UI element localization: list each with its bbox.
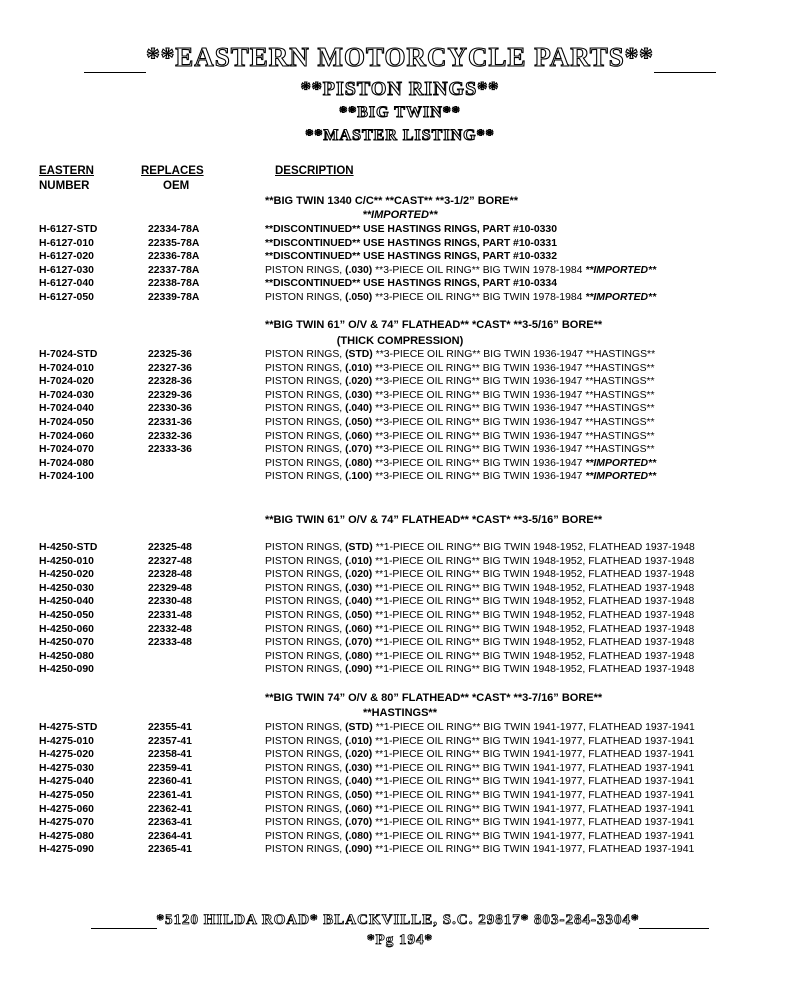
footer-address-line <box>0 912 800 929</box>
description-text: PISTON RINGS, <box>265 722 346 733</box>
column-header-oem: OEM <box>163 180 190 192</box>
column-header-replaces: REPLACES <box>141 165 204 177</box>
size-label: (STD) <box>345 349 373 360</box>
oem-number: 22330-36 <box>148 403 192 415</box>
part-number: H-6127-020 <box>39 251 94 263</box>
description-text: PISTON RINGS, <box>265 762 346 774</box>
description <box>265 291 656 305</box>
oem-number: 22332-36 <box>148 430 192 442</box>
part-number: H-4275-040 <box>39 776 94 788</box>
table-row <box>0 748 800 762</box>
description-text: PISTON RINGS, <box>265 430 346 442</box>
description-detail: **1-PIECE OIL RING** BIG TWIN 1941-1977, FLATHEAD 1937-1941 <box>372 749 695 761</box>
description-text: PISTON RINGS, <box>265 555 346 567</box>
part-number: H-4250-060 <box>39 623 94 635</box>
title-rule-right <box>654 72 716 73</box>
oem-number: 22329-36 <box>148 389 192 401</box>
part-number: H-6127-040 <box>39 278 94 290</box>
part-number: H-4250-040 <box>39 596 94 608</box>
size-label: (.090) <box>345 844 373 856</box>
part-number: H-4275-010 <box>39 735 94 747</box>
table-row <box>0 650 800 664</box>
description <box>265 775 694 789</box>
table-row <box>0 430 800 444</box>
description-detail: **1-PIECE OIL RING** BIG TWIN 1941-1977, FLATHEAD 1937-1941 <box>372 790 695 801</box>
size-label: (.040) <box>345 403 373 415</box>
description-detail: **1-PIECE OIL RING** BIG TWIN 1948-1952, FLATHEAD 1937-1948 <box>372 542 695 553</box>
part-number: H-4250-050 <box>39 610 94 621</box>
table-row <box>0 277 800 291</box>
oem-number: 22327-36 <box>148 362 192 374</box>
description-text: PISTON RINGS, <box>265 790 346 801</box>
size-label: (.040) <box>345 596 373 608</box>
size-label: (.100) <box>345 471 373 483</box>
description <box>265 416 655 430</box>
description <box>265 735 694 749</box>
oem-number: 22330-48 <box>148 596 192 608</box>
page-number: *Pg 194* <box>367 932 433 948</box>
size-label: (.050) <box>345 610 373 621</box>
description <box>265 264 656 278</box>
part-number: H-4275-030 <box>39 762 94 774</box>
size-label: (.030) <box>345 762 373 774</box>
table-row <box>0 470 800 484</box>
part-number: H-7024-020 <box>39 376 94 388</box>
size-label: (.060) <box>345 803 373 815</box>
description-detail: **3-PIECE OIL RING** BIG TWIN 1936-1947 **HASTINGS** <box>372 403 655 415</box>
description-text: **DISCONTINUED** USE HASTINGS RINGS, PART #10-0331 <box>265 237 557 249</box>
description-text: PISTON RINGS, <box>265 623 346 635</box>
footer-rule-right <box>639 928 709 929</box>
description-detail: **3-PIECE OIL RING** BIG TWIN 1936-1947 **HASTINGS** <box>372 376 655 388</box>
table-row <box>0 362 800 376</box>
size-label: (.010) <box>345 362 373 374</box>
table-row <box>0 636 800 650</box>
description <box>265 582 694 596</box>
description-text: PISTON RINGS, <box>265 569 346 581</box>
part-number: H-4250-STD <box>39 542 98 553</box>
part-number: H-4275-090 <box>39 844 94 856</box>
table-row <box>0 623 800 637</box>
table-row <box>0 443 800 457</box>
page-title: **EASTERN MOTORCYCLE PARTS** <box>146 42 654 72</box>
table-row <box>0 721 800 735</box>
part-number: H-4275-070 <box>39 817 94 829</box>
description-text: PISTON RINGS, <box>265 596 346 608</box>
table-row <box>0 250 800 264</box>
subtitle-piston-rings: **PISTON RINGS** <box>300 78 500 100</box>
description-text: **DISCONTINUED** USE HASTINGS RINGS, PART #10-0334 <box>265 278 557 290</box>
part-number: H-4250-030 <box>39 582 94 594</box>
description-detail: **1-PIECE OIL RING** BIG TWIN 1948-1952, FLATHEAD 1937-1948 <box>372 610 695 621</box>
part-number: H-4250-020 <box>39 569 94 581</box>
description-detail: **1-PIECE OIL RING** BIG TWIN 1941-1977, FLATHEAD 1937-1941 <box>372 722 695 733</box>
description <box>265 636 694 650</box>
part-number: H-7024-070 <box>39 444 94 456</box>
description <box>265 623 694 637</box>
oem-number: 22363-41 <box>148 817 192 829</box>
imported-label: **IMPORTED** <box>585 264 657 276</box>
description-detail: **1-PIECE OIL RING** BIG TWIN 1948-1952, FLATHEAD 1937-1948 <box>372 596 695 608</box>
part-number: H-7024-100 <box>39 471 94 483</box>
description <box>265 402 655 416</box>
page-title-banner <box>0 42 800 73</box>
description-text: PISTON RINGS, <box>265 389 346 401</box>
description-detail: **3-PIECE OIL RING** BIG TWIN 1936-1947 **HASTINGS** <box>372 417 655 428</box>
part-number: H-4250-010 <box>39 555 94 567</box>
table-row <box>0 843 800 857</box>
size-label: (.030) <box>345 264 373 276</box>
part-number: H-4275-060 <box>39 803 94 815</box>
table-row <box>0 237 800 251</box>
part-number: H-6127-STD <box>39 224 98 235</box>
table-row <box>0 595 800 609</box>
section-subtitle-text: **IMPORTED** <box>362 209 438 221</box>
table-row <box>0 582 800 596</box>
description <box>265 748 694 762</box>
part-number: H-7024-050 <box>39 417 94 428</box>
description-detail: **3-PIECE OIL RING** BIG TWIN 1936-1947 **HASTINGS** <box>372 430 655 442</box>
description <box>265 541 695 555</box>
table-row <box>0 555 800 569</box>
description-text: PISTON RINGS, <box>265 582 346 594</box>
description-text: PISTON RINGS, <box>265 749 346 761</box>
oem-number: 22357-41 <box>148 735 192 747</box>
description-text: PISTON RINGS, <box>265 457 346 469</box>
oem-number: 22364-41 <box>148 830 192 842</box>
imported-label: **IMPORTED** <box>585 292 657 303</box>
description-text: PISTON RINGS, <box>265 844 346 856</box>
description-detail: **1-PIECE OIL RING** BIG TWIN 1941-1977, FLATHEAD 1937-1941 <box>372 776 695 788</box>
description <box>265 595 694 609</box>
description <box>265 762 694 776</box>
part-number: H-7024-060 <box>39 430 94 442</box>
subtitle-big-twin: **BIG TWIN** <box>339 104 461 121</box>
description-text: PISTON RINGS, <box>265 264 346 276</box>
oem-number: 22360-41 <box>148 776 192 788</box>
description <box>265 375 655 389</box>
size-label: (.020) <box>345 749 373 761</box>
imported-label: **IMPORTED** <box>585 471 657 483</box>
imported-label: **IMPORTED** <box>585 457 657 469</box>
description-detail: **1-PIECE OIL RING** BIG TWIN 1948-1952, FLATHEAD 1937-1948 <box>372 623 695 635</box>
description-text: **DISCONTINUED** USE HASTINGS RINGS, PART #10-0330 <box>265 224 557 235</box>
description-detail: **3-PIECE OIL RING** BIG TWIN 1936-1947 **HASTINGS** <box>372 389 655 401</box>
description-text: **DISCONTINUED** USE HASTINGS RINGS, PART #10-0332 <box>265 251 557 263</box>
table-row <box>0 803 800 817</box>
description-text: PISTON RINGS, <box>265 637 346 649</box>
description-text: PISTON RINGS, <box>265 664 346 676</box>
footer-rule-left <box>91 928 157 929</box>
part-number: H-4250-080 <box>39 650 94 662</box>
table-row <box>0 568 800 582</box>
description-text: PISTON RINGS, <box>265 542 346 553</box>
description <box>265 816 694 830</box>
table-row <box>0 375 800 389</box>
oem-number: 22362-41 <box>148 803 192 815</box>
size-label: (.070) <box>345 637 373 649</box>
size-label: (.070) <box>345 817 373 829</box>
description-text: PISTON RINGS, <box>265 376 346 388</box>
size-label: (.020) <box>345 569 373 581</box>
oem-number: 22358-41 <box>148 749 192 761</box>
description <box>265 389 655 403</box>
description-text: PISTON RINGS, <box>265 444 346 456</box>
description-text: PISTON RINGS, <box>265 362 346 374</box>
part-number: H-6127-010 <box>39 237 94 249</box>
oem-number: 22327-48 <box>148 555 192 567</box>
part-number: H-7024-080 <box>39 457 94 469</box>
description-detail: **1-PIECE OIL RING** BIG TWIN 1941-1977, FLATHEAD 1937-1941 <box>372 803 695 815</box>
description <box>265 277 557 291</box>
description-text: PISTON RINGS, <box>265 349 346 360</box>
oem-number: 22361-41 <box>148 790 192 801</box>
oem-number: 22334-78A <box>148 224 200 235</box>
part-number: H-7024-040 <box>39 403 94 415</box>
oem-number: 22359-41 <box>148 762 192 774</box>
description <box>265 470 656 484</box>
part-number: H-4250-090 <box>39 664 94 676</box>
description-detail: **3-PIECE OIL RING** BIG TWIN 1936-1947 **HASTINGS** <box>372 362 655 374</box>
column-header-number: NUMBER <box>39 180 90 192</box>
oem-number: 22325-48 <box>148 542 192 553</box>
description-detail: **1-PIECE OIL RING** BIG TWIN 1941-1977, FLATHEAD 1937-1941 <box>372 735 695 747</box>
table-row <box>0 457 800 471</box>
size-label: (.060) <box>345 430 373 442</box>
description-detail: **1-PIECE OIL RING** BIG TWIN 1948-1952, FLATHEAD 1937-1948 <box>372 637 695 649</box>
table-row <box>0 663 800 677</box>
description-detail: **1-PIECE OIL RING** BIG TWIN 1948-1952, FLATHEAD 1937-1948 <box>372 664 695 676</box>
part-number: H-4275-STD <box>39 722 98 733</box>
table-row <box>0 762 800 776</box>
oem-number: 22338-78A <box>148 278 200 290</box>
description-detail: **3-PIECE OIL RING** BIG TWIN 1936-1947 <box>372 471 586 483</box>
description <box>265 457 656 471</box>
description <box>265 609 694 623</box>
description-detail: **1-PIECE OIL RING** BIG TWIN 1941-1977, FLATHEAD 1937-1941 <box>372 830 695 842</box>
part-number: H-4275-050 <box>39 790 94 801</box>
description-detail: **3-PIECE OIL RING** BIG TWIN 1936-1947 **HASTINGS** <box>372 444 655 456</box>
size-label: (.050) <box>345 790 373 801</box>
description <box>265 721 695 735</box>
oem-number: 22328-48 <box>148 569 192 581</box>
description-text: PISTON RINGS, <box>265 403 346 415</box>
description-text: PISTON RINGS, <box>265 817 346 829</box>
size-label: (.070) <box>345 444 373 456</box>
oem-number: 22325-36 <box>148 349 192 360</box>
part-number: H-6127-050 <box>39 292 94 303</box>
size-label: (.050) <box>345 417 373 428</box>
table-row <box>0 789 800 803</box>
size-label: (STD) <box>345 722 373 733</box>
size-label: (.080) <box>345 457 373 469</box>
oem-number: 22337-78A <box>148 264 200 276</box>
part-number: H-4275-020 <box>39 749 94 761</box>
table-row <box>0 816 800 830</box>
description <box>265 650 694 664</box>
oem-number: 22333-36 <box>148 444 192 456</box>
description <box>265 430 655 444</box>
section-title-text: **BIG TWIN 74” O/V & 80” FLATHEAD** *CAST* **3-7/16” BORE** <box>265 692 603 704</box>
description-detail: **3-PIECE OIL RING** BIG TWIN 1936-1947 **HASTINGS** <box>372 349 656 360</box>
oem-number: 22339-78A <box>148 292 200 303</box>
description-text: PISTON RINGS, <box>265 830 346 842</box>
part-number: H-7024-010 <box>39 362 94 374</box>
size-label: (.060) <box>345 623 373 635</box>
oem-number: 22328-36 <box>148 376 192 388</box>
table-row <box>0 775 800 789</box>
oem-number: 22331-36 <box>148 417 192 428</box>
section-subtitle-text: (THICK COMPRESSION) <box>336 335 464 347</box>
column-header-description: DESCRIPTION <box>275 165 354 177</box>
table-row <box>0 264 800 278</box>
size-label: (.010) <box>345 555 373 567</box>
table-row <box>0 389 800 403</box>
oem-number: 22335-78A <box>148 237 200 249</box>
size-label: (.080) <box>345 650 373 662</box>
table-row <box>0 830 800 844</box>
description <box>265 223 557 237</box>
subtitle-master-listing: **MASTER LISTING** <box>305 127 495 144</box>
part-number: H-4250-070 <box>39 637 94 649</box>
oem-number: 22333-48 <box>148 637 192 649</box>
description-text: PISTON RINGS, <box>265 650 346 662</box>
size-label: (.050) <box>345 292 373 303</box>
description-text: PISTON RINGS, <box>265 610 346 621</box>
part-number: H-6127-030 <box>39 264 94 276</box>
description <box>265 803 694 817</box>
size-label: (.030) <box>345 389 373 401</box>
description-text: PISTON RINGS, <box>265 471 346 483</box>
description-text: PISTON RINGS, <box>265 292 346 303</box>
description <box>265 568 694 582</box>
part-number: H-7024-STD <box>39 349 98 360</box>
description <box>265 443 655 457</box>
oem-number: 22332-48 <box>148 623 192 635</box>
description <box>265 348 655 362</box>
table-row <box>0 348 800 362</box>
description-detail: **1-PIECE OIL RING** BIG TWIN 1941-1977, FLATHEAD 1937-1941 <box>372 817 695 829</box>
table-row <box>0 541 800 555</box>
description-detail: **1-PIECE OIL RING** BIG TWIN 1948-1952, FLATHEAD 1937-1948 <box>372 582 695 594</box>
size-label: (.010) <box>345 735 373 747</box>
part-number: H-4275-080 <box>39 830 94 842</box>
footer-address: *5120 HILDA ROAD* BLACKVILLE, S.C. 29817* 803-284-3304* <box>156 912 640 928</box>
table-row <box>0 609 800 623</box>
table-row <box>0 402 800 416</box>
description-text: PISTON RINGS, <box>265 776 346 788</box>
section-title-text: **BIG TWIN 61” O/V & 74” FLATHEAD** *CAST* **3-5/16” BORE** <box>265 319 603 331</box>
oem-number: 22365-41 <box>148 844 192 856</box>
column-header-eastern: EASTERN <box>39 165 94 177</box>
description-detail: **1-PIECE OIL RING** BIG TWIN 1948-1952, FLATHEAD 1937-1948 <box>372 650 695 662</box>
description-text: PISTON RINGS, <box>265 417 346 428</box>
description-detail: **3-PIECE OIL RING** BIG TWIN 1978-1984 <box>372 264 586 276</box>
description-detail: **1-PIECE OIL RING** BIG TWIN 1948-1952, FLATHEAD 1937-1948 <box>372 555 695 567</box>
size-label: (.040) <box>345 776 373 788</box>
oem-number: 22355-41 <box>148 722 192 733</box>
size-label: (.080) <box>345 830 373 842</box>
description <box>265 362 655 376</box>
description-detail: **3-PIECE OIL RING** BIG TWIN 1936-1947 <box>372 457 586 469</box>
size-label: (STD) <box>345 542 373 553</box>
description <box>265 663 694 677</box>
description <box>265 237 557 251</box>
description-detail: **1-PIECE OIL RING** BIG TWIN 1941-1977, FLATHEAD 1937-1941 <box>372 844 695 856</box>
description <box>265 555 694 569</box>
size-label: (.020) <box>345 376 373 388</box>
size-label: (.030) <box>345 582 373 594</box>
description-detail: **1-PIECE OIL RING** BIG TWIN 1941-1977, FLATHEAD 1937-1941 <box>372 762 695 774</box>
oem-number: 22331-48 <box>148 610 192 621</box>
description-text: PISTON RINGS, <box>265 735 346 747</box>
oem-number: 22329-48 <box>148 582 192 594</box>
table-row <box>0 735 800 749</box>
description-text: PISTON RINGS, <box>265 803 346 815</box>
table-row <box>0 291 800 305</box>
section-title-text: **BIG TWIN 1340 C/C** **CAST** **3-1/2” BORE** <box>265 195 519 207</box>
section-title-text: **BIG TWIN 61” O/V & 74” FLATHEAD** *CAST* **3-5/16” BORE** <box>265 514 603 526</box>
description <box>265 830 694 844</box>
description-detail: **1-PIECE OIL RING** BIG TWIN 1948-1952, FLATHEAD 1937-1948 <box>372 569 695 581</box>
size-label: (.090) <box>345 664 373 676</box>
description <box>265 843 694 857</box>
part-number: H-7024-030 <box>39 389 94 401</box>
table-row <box>0 416 800 430</box>
description <box>265 250 557 264</box>
oem-number: 22336-78A <box>148 251 200 263</box>
title-rule-left <box>84 72 146 73</box>
description <box>265 789 694 803</box>
section-subtitle-text: **HASTINGS** <box>363 707 437 719</box>
description-detail: **3-PIECE OIL RING** BIG TWIN 1978-1984 <box>372 292 586 303</box>
table-row <box>0 223 800 237</box>
